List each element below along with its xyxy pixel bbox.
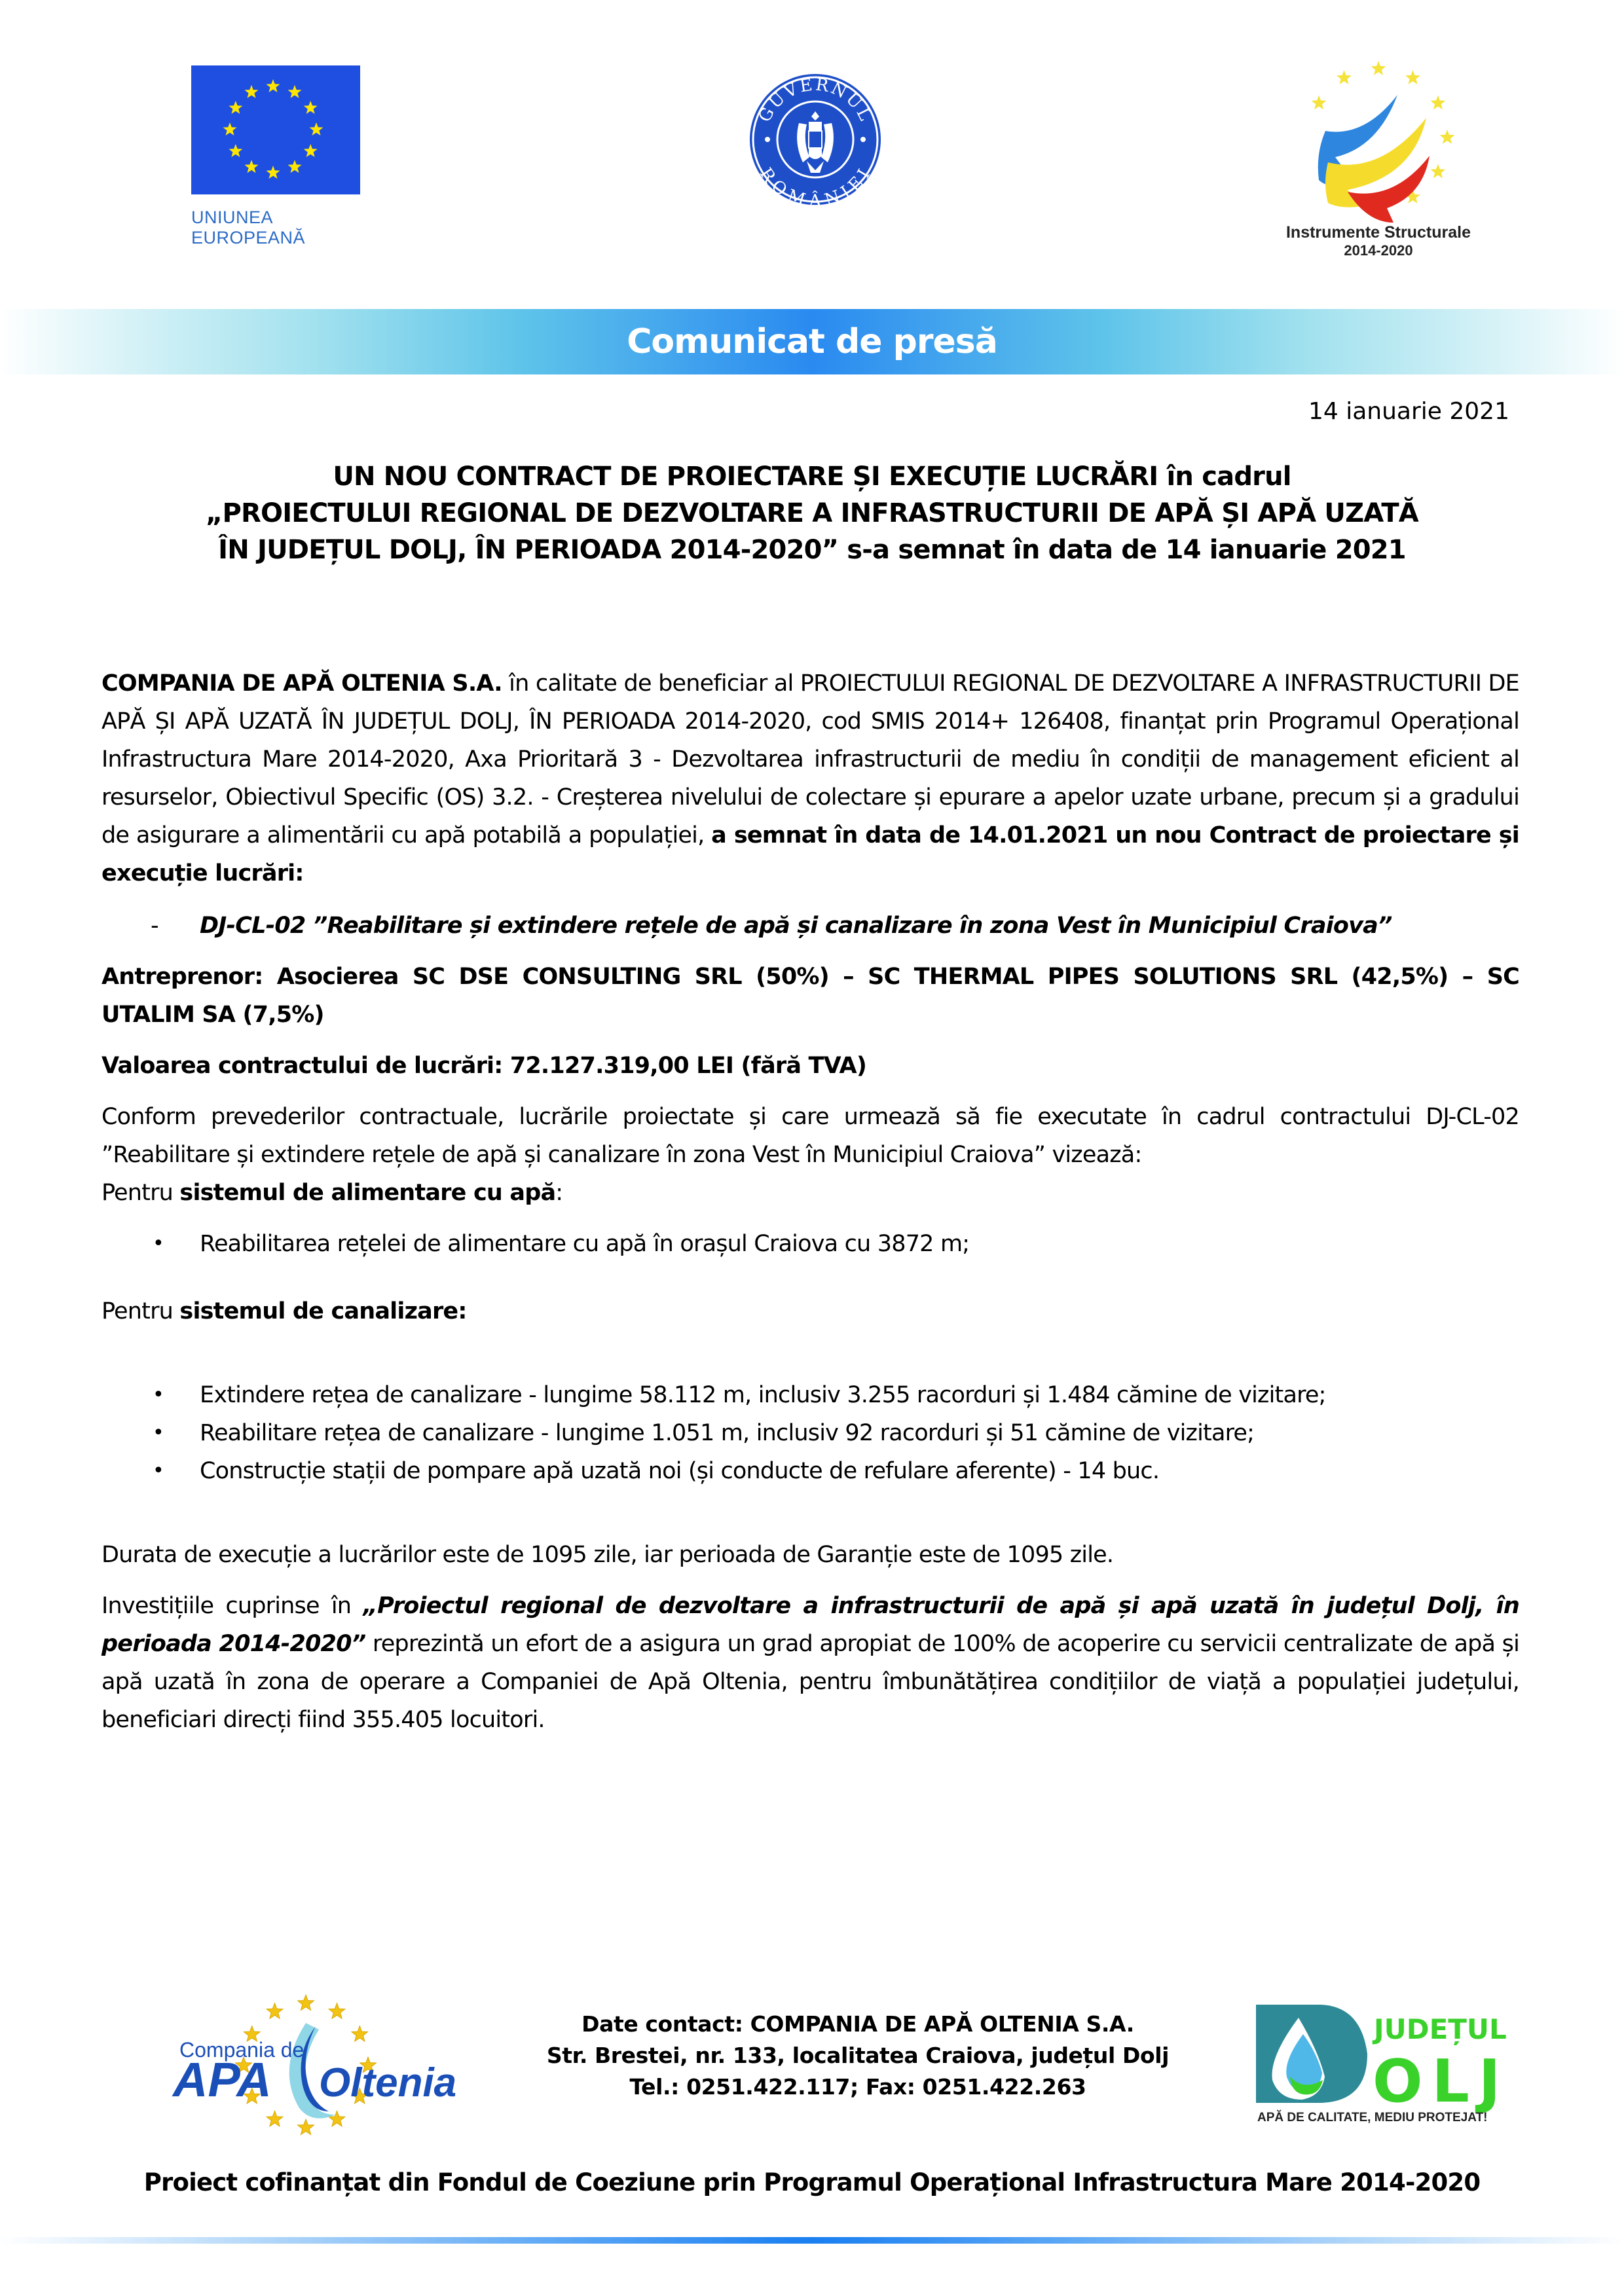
star-icon	[229, 101, 242, 114]
duration-paragraph: Durata de execuție a lucrărilor este de 1095 zile, iar perioada de Garanție este de 1095 zile.	[101, 1542, 1114, 1568]
footer-divider	[0, 2237, 1624, 2244]
star-icon	[329, 2111, 345, 2126]
water-bold: sistemul de alimentare cu apă	[179, 1180, 556, 1206]
headline-line-1-bold: UN NOU CONTRACT DE PROIECTARE ȘI EXECUȚIE LUCRĂRI	[333, 462, 1158, 492]
sewer-item-text: Reabilitare rețea de canalizare - lungime 1.051 m, inclusiv 92 racorduri și 51 cămine de vizitare;	[200, 1420, 1255, 1446]
star-icon	[1312, 96, 1327, 110]
contact-address: Str. Brestei, nr. 133, localitatea Craiova, județul Dolj	[546, 2043, 1170, 2068]
dolj-slogan: APĂ DE CALITATE, MEDIU PROTEJAT!	[1257, 2111, 1488, 2124]
structural-instruments-logo	[1270, 62, 1486, 259]
bullet-icon: •	[153, 1232, 164, 1255]
eu-flag-icon	[191, 65, 360, 194]
star-icon	[298, 1995, 314, 2011]
sewer-list-item	[101, 1452, 1519, 1490]
star-icon	[1405, 70, 1420, 84]
headline	[105, 458, 1519, 568]
dash-marker: -	[151, 913, 158, 939]
sewer-prefix: Pentru	[101, 1298, 180, 1324]
apa-logo-oltenia: Oltenia	[319, 2060, 457, 2105]
star-icon	[245, 85, 259, 98]
dolj-logo-big: OLJ	[1373, 2047, 1510, 2116]
star-icon	[1371, 61, 1386, 75]
star-icon	[1431, 164, 1446, 179]
headline-line-1	[105, 458, 1519, 495]
investments-start: Investițiile cuprinse în	[101, 1593, 363, 1619]
star-icon	[1440, 130, 1455, 144]
star-icon	[352, 2026, 368, 2042]
intro-signed-text: a semnat în data de 14.01.2021 un nou Contract de proiectare și execuție lucrări:	[101, 822, 1520, 886]
bullet-icon: •	[153, 1459, 164, 1482]
contact-phone-fax: Tel.: 0251.422.117; Fax: 0251.422.263	[629, 2074, 1086, 2100]
water-item-text: Reabilitarea rețelei de alimentare cu apă în orașul Craiova cu 3872 m;	[200, 1231, 970, 1257]
water-prefix: Pentru	[101, 1180, 180, 1206]
release-date: 14 ianuarie 2021	[1308, 398, 1509, 425]
headline-line-3: ÎN JUDEȚUL DOLJ, ÎN PERIOADA 2014-2020” s-a semnat în data de 14 ianuarie 2021	[218, 535, 1406, 565]
star-icon	[310, 122, 323, 136]
scope-paragraph: Conform prevederilor contractuale, lucrările proiectate și care urmează să fie executate în cadrul contractului DJ-CL-02 ”Reabilitare și extindere rețele de apă și canalizare în zona Vest în Municipiul Craiova” vizează:	[101, 1104, 1519, 1168]
dolj-logo-top: JUDEȚUL	[1374, 2013, 1507, 2045]
star-icon	[288, 85, 302, 98]
star-icon	[304, 101, 318, 114]
star-icon	[267, 166, 280, 179]
investments-paragraph	[101, 1587, 1519, 1739]
sewer-list-item	[101, 1414, 1519, 1452]
press-release-banner	[0, 309, 1624, 374]
headline-line-2: „PROIECTULUI REGIONAL DE DEZVOLTARE A INFRASTRUCTURII DE APĂ ȘI APĂ UZATĂ	[206, 498, 1418, 528]
romanian-government-seal	[747, 71, 884, 208]
intro-text: în calitate de beneficiar al PROIECTULUI REGIONAL DE DEZVOLTARE A INFRASTRUCTURII DE APĂ ȘI APĂ UZATĂ ÎN JUDEȚUL DOLJ, ÎN PERIOADA 2014-2020, cod SMIS 2014+ 126408, finanțat prin Programul Operațional Infrastructura Mare 2014-2020, Axa Prioritară 3 - Dezvoltarea infrastructurii de mediu în condiții de management eficient al resurselor, Obiectivul Specific (OS) 3.2. - Creșterea nivelului de colectare și epurare a apelor uzate urbane, precum și a gradului de asigurare a alimentării cu apă potabilă a populației,	[101, 670, 1519, 848]
apa-logo-small: Compania de	[179, 2038, 304, 2062]
sewer-item-text: Construcție stații de pompare apă uzată noi (și conducte de refulare aferente) - 14 buc.	[200, 1458, 1160, 1484]
star-icon	[1431, 96, 1446, 110]
water-system-heading	[101, 1174, 1519, 1212]
dolj-water-drop-icon	[1256, 2005, 1510, 2129]
apa-oltenia-icon	[172, 1997, 479, 2141]
sewer-item-text: Extindere rețea de canalizare - lungime 58.112 m, inclusiv 3.255 racorduri și 1.484 cămine de vizitare;	[200, 1382, 1326, 1408]
seal-bottom-text: ROMÂNIEI	[755, 164, 876, 208]
star-icon	[267, 2003, 283, 2019]
headline-line-1-rest: în cadrul	[1158, 462, 1291, 492]
bullet-icon: •	[153, 1421, 164, 1444]
star-icon	[304, 144, 318, 157]
investments-end: reprezintă un efort de a asigura un grad apropiat de 100% de acoperire cu servicii centralizate de apă și apă uzată în zona de operare a Companiei de Apă Oltenia, pentru îmbunătățirea condițiilor de viață a populației județului, beneficiari direcți fiind 355.405 locuitori.	[101, 1631, 1519, 1733]
company-name: COMPANIA DE APĂ OLTENIA S.A.	[101, 670, 502, 697]
star-icon	[329, 2003, 345, 2019]
project-title-italic: „Proiectul regional de dezvoltare a infrastructurii de apă și apă uzată în județul Dolj, în perioada 2014-2020”	[101, 1593, 1519, 1657]
star-icon	[267, 2111, 283, 2126]
star-icon	[245, 160, 259, 173]
star-icon	[229, 144, 242, 157]
intro-paragraph	[101, 665, 1519, 892]
star-icon	[267, 79, 280, 92]
government-seal-icon	[747, 71, 884, 208]
water-list-item	[101, 1225, 1519, 1263]
contractor-line: Antreprenor: Asocierea SC DSE CONSULTING SRL (50%) – SC THERMAL PIPES SOLUTIONS SRL (42,5%) – SC UTALIM SA (7,5%)	[101, 964, 1519, 1028]
eu-logo	[191, 65, 388, 248]
water-suffix: :	[555, 1180, 563, 1206]
sewer-system-heading	[101, 1292, 1519, 1330]
seal-top-text: GUVERNUL	[754, 75, 876, 126]
cofinancing-note: Proiect cofinanțat din Fondul de Coeziune prin Programul Operațional Infrastructura Mare 2014-2020	[143, 2168, 1481, 2196]
contact-company: Date contact: COMPANIA DE APĂ OLTENIA S.A.	[581, 2011, 1134, 2037]
star-icon	[223, 122, 237, 136]
contract-title: DJ-CL-02 ”Reabilitare și extindere rețele de apă și canalizare în zona Vest în Municipiul Craiova”	[200, 913, 1392, 939]
contact-block	[524, 2009, 1192, 2103]
structural-caption-years: 2014-2020	[1344, 242, 1413, 259]
sewer-bold: sistemul de canalizare:	[179, 1298, 467, 1324]
bullet-icon: •	[153, 1383, 164, 1406]
star-icon	[298, 2119, 314, 2135]
contract-value: Valoarea contractului de lucrări: 72.127.319,00 LEI (fără TVA)	[101, 1053, 867, 1079]
apa-logo-apa: APA	[173, 2052, 272, 2107]
sewer-list-item	[101, 1376, 1519, 1414]
press-release-body	[101, 665, 1519, 1739]
structural-instruments-icon	[1270, 62, 1486, 219]
eu-stars-icon	[191, 65, 360, 194]
judetul-dolj-logo	[1256, 2005, 1510, 2129]
contract-item	[101, 907, 1519, 945]
banner-title: Comunicat de presă	[627, 322, 997, 361]
structural-caption-title: Instrumente Structurale	[1285, 223, 1471, 242]
eu-caption: UNIUNEA EUROPEANĂ	[191, 208, 306, 247]
apa-oltenia-logo	[172, 1997, 479, 2141]
star-icon	[1337, 70, 1352, 84]
star-icon	[288, 160, 302, 173]
